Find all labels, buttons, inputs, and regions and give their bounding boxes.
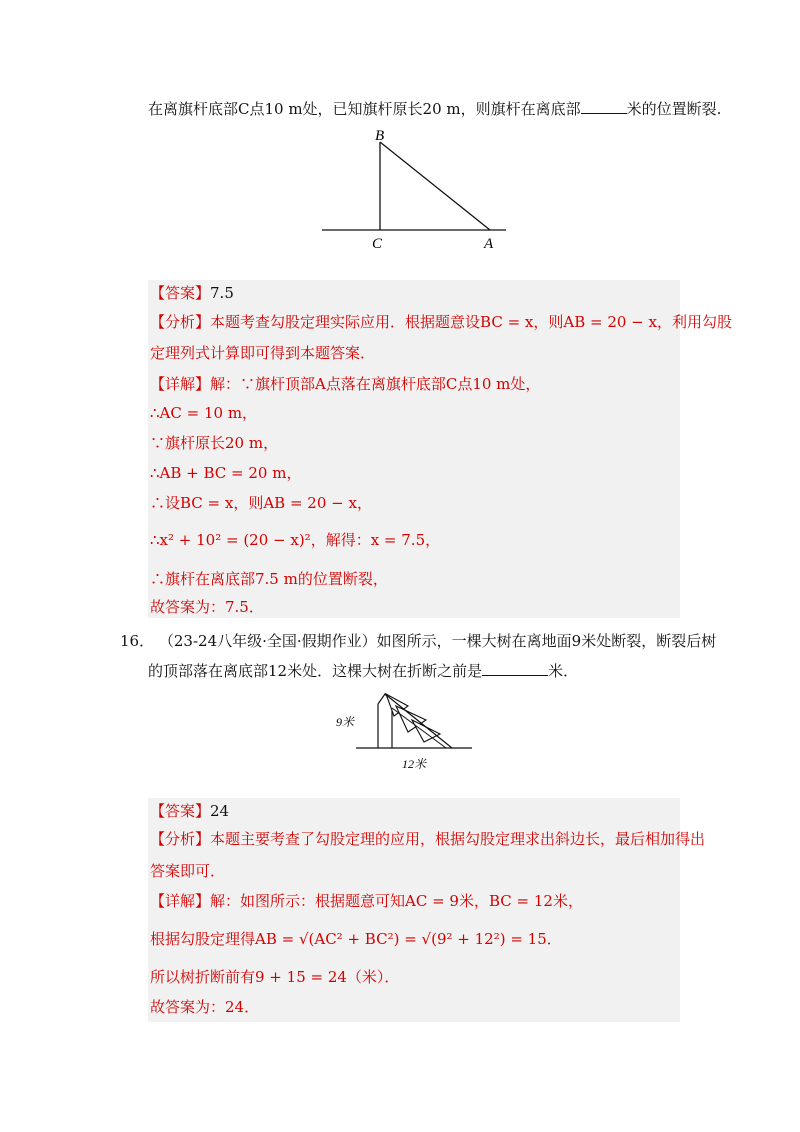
answer-tag: 【答案】 [150,802,211,820]
label-c: C [372,236,383,252]
q15-detail-line-8: 故答案为：7.5． [150,598,264,616]
q15-stem-text: 在离旗杆底部C点10 m处，已知旗杆原长20 m，则旗杆在离底部 [148,100,581,118]
q16-answer-box [148,798,706,1022]
q15-detail-line-7: ∴旗杆在离底部7.5 m的位置断裂， [150,570,388,588]
q15-answer-blank [581,100,627,114]
q16-detail-line-2: 根据勾股定理得AB = √(AC² + BC²) = √(9² + 12²) = 15． [150,930,562,948]
q15-analysis-line-2: 定理列式计算即可得到本题答案． [150,344,376,362]
q15-stem [148,98,721,120]
detail-tag: 【详解】 [150,375,211,393]
analysis-text-1: 本题考查勾股定理实际应用．根据题意设BC = x，则AB = 20 − x，利用勾股 [210,313,732,331]
q16-stem-text-1: （23-24八年级·全国·假期作业）如图所示，一棵大树在离地面9米处断裂，断裂后树 [158,632,717,650]
label-base: 12米 [402,757,427,771]
analysis-tag: 【分析】 [150,313,211,331]
q15-stem-end: 米的位置断裂. [626,100,722,118]
q16-detail-line-1 [150,890,583,912]
broken-trunk-line-2 [392,708,446,748]
q15-detail-line-4: ∴AB + BC = 20 m， [150,464,302,482]
detail-tag: 【详解】 [150,892,211,910]
answer-value: 7.5 [210,284,234,302]
q15-analysis-line-1 [150,311,732,333]
q16-stem-line-2 [148,660,578,682]
branch-3 [412,720,440,742]
analysis-text-1: 本题主要考查了勾股定理的应用，根据勾股定理求出斜边长，最后相加得出 [210,830,706,848]
label-a: A [484,236,494,252]
q15-detail-line-1 [150,373,540,395]
analysis-tag: 【分析】 [150,830,211,848]
q15-answer-line [150,282,234,304]
label-height: 9米 [336,715,355,729]
q16-stem-end: 米． [548,662,579,680]
q16-answer-line [150,800,229,822]
answer-tag: 【答案】 [150,284,211,302]
broken-trunk-line [385,694,452,748]
q16-detail-line-4: 故答案为：24． [150,998,260,1016]
q15-detail-line-5: ∴设BC = x，则AB = 20 − x， [150,494,372,512]
q16-stem-text-2: 的顶部落在离底部12米处．这棵大树在折断之前是 [148,662,483,680]
answer-value: 24 [210,802,230,820]
q16-figure [336,686,476,776]
detail-text-1: 解：∵旗杆顶部A点落在离旗杆底部C点10 m处， [210,375,541,393]
broken-part-ba [380,142,490,230]
q15-detail-line-6: ∴x² + 10² = (20 − x)²，解得：x = 7.5， [150,531,441,549]
q15-detail-line-2: ∴AC = 10 m， [150,404,258,422]
q16-stem-line-1 [120,630,716,652]
q16-analysis-line-1 [150,828,705,850]
q16-analysis-line-2: 答案即可． [150,862,226,880]
q16-number: 16． [120,632,155,650]
q15-answer-box [148,280,732,618]
q15-figure [318,126,510,256]
q16-detail-line-3: 所以树折断前有9 + 15 = 24（米）． [150,968,400,986]
q16-answer-blank [482,662,548,676]
q15-detail-line-3: ∵旗杆原长20 m， [150,434,279,452]
detail-text-1: 解：如图所示：根据题意可知AC = 9米，BC = 12米， [210,892,583,910]
label-b: B [375,128,385,144]
